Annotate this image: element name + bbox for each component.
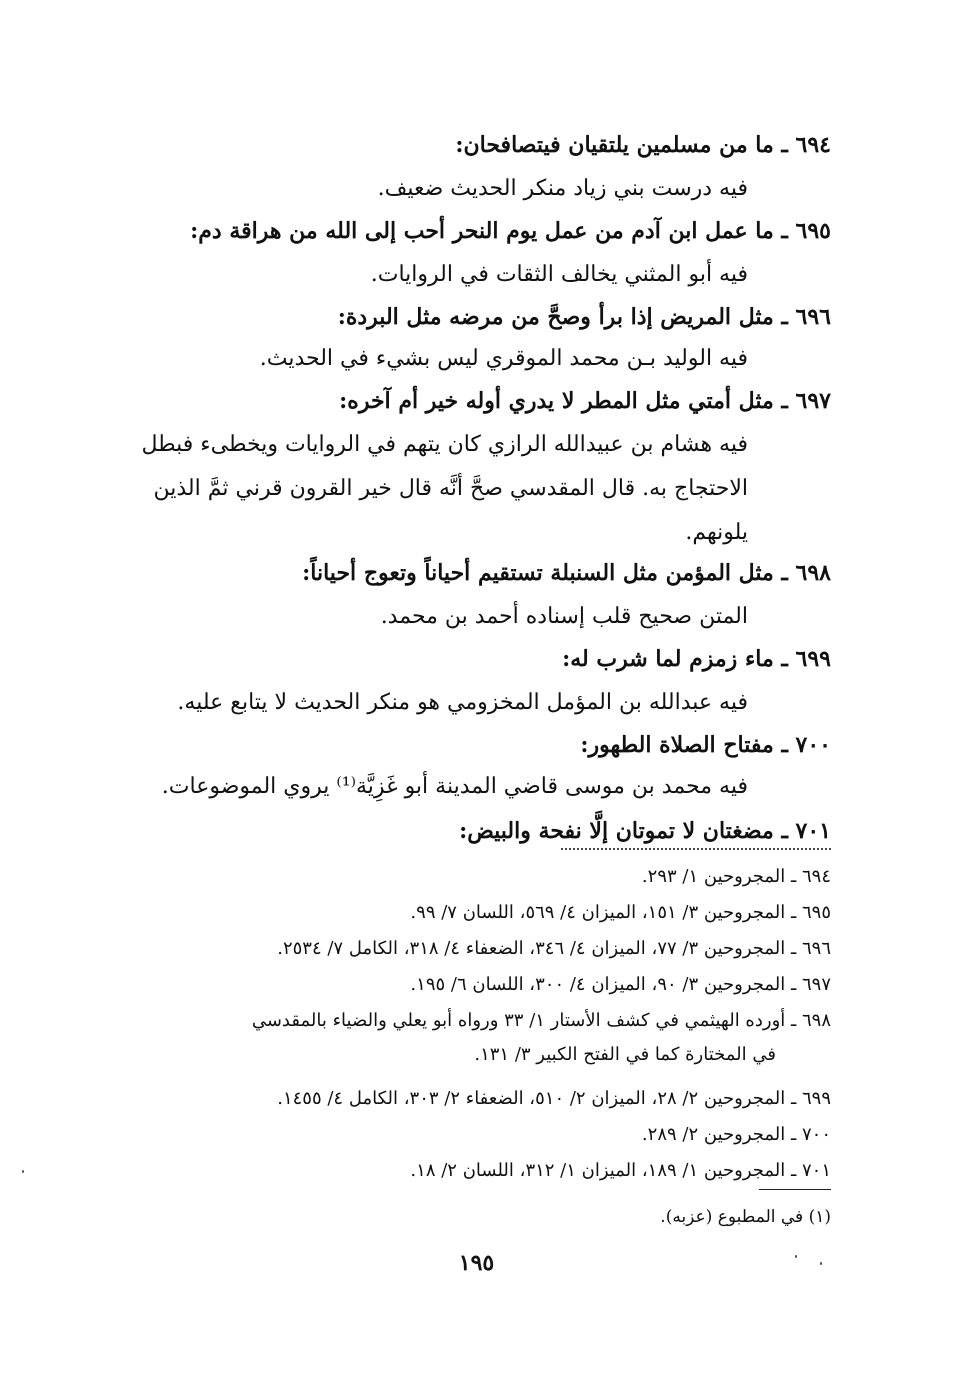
entry-title-699: ٦٩٩ ـ ماء زمزم لما شرب له: bbox=[562, 646, 831, 672]
entry-title-694: ٦٩٤ ـ ما من مسلمين يلتقيان فيتصافحان: bbox=[455, 132, 831, 158]
entry-body-697-line-1: فيه هشام بن عبيدالله الرازي كان يتهم في الروايات ويخطىء فبطل bbox=[141, 432, 748, 457]
source-note-700: ٧٠٠ ـ المجروحين ٢/ ٢٨٩. bbox=[641, 1124, 831, 1145]
source-note-694: ٦٩٤ ـ المجروحين ١/ ٢٩٣. bbox=[641, 866, 831, 887]
source-note-697: ٦٩٧ ـ المجروحين ٣/ ٩٠، الميزان ٤/ ٣٠٠، اللسان ٦/ ١٩٥. bbox=[410, 974, 831, 995]
footnote: (١) في المطبوع (عزبه). bbox=[660, 1207, 831, 1227]
entry-body-695: فيه أبو المثني يخالف الثقات في الروايات. bbox=[370, 262, 748, 287]
footnote-rule bbox=[759, 1189, 831, 1190]
entry-body-694: فيه درست بني زياد منكر الحديث ضعيف. bbox=[377, 176, 748, 201]
entry-body-697-line-3: يلونهم. bbox=[685, 520, 748, 545]
scan-speck bbox=[22, 1170, 24, 1173]
page-number: ١٩٥ bbox=[458, 1250, 495, 1276]
entry-body-697-line-2: الاحتجاج به. قال المقدسي صحَّ أنَّه قال خير القرون قرني ثمَّ الذين bbox=[153, 476, 748, 501]
source-note-699: ٦٩٩ ـ المجروحين ٢/ ٢٨، الميزان ٢/ ٥١٠، الضعفاء ٢/ ٣٠٣، الكامل ٤/ ١٤٥٥. bbox=[277, 1088, 831, 1109]
entry-body-699: فيه عبدالله بن المؤمل المخزومي هو منكر الحديث لا يتابع عليه. bbox=[177, 690, 748, 715]
entry-title-696: ٦٩٦ ـ مثل المريض إذا برأ وصحَّ من مرضه مثل البردة: bbox=[337, 304, 831, 330]
entry-body-696: فيه الوليد بـن محمد الموقري ليس بشيء في الحديث. bbox=[259, 346, 748, 371]
source-note-698-line-1: ٦٩٨ ـ أورده الهيثمي في كشف الأستار ١/ ٣٣ ورواه أبو يعلي والضياء بالمقدسي bbox=[251, 1010, 831, 1031]
source-note-698-line-2: في المختارة كما في الفتح الكبير ٣/ ١٣١. bbox=[474, 1044, 776, 1065]
entry-title-700: ٧٠٠ ـ مفتاح الصلاة الطهور: bbox=[580, 732, 831, 758]
entry-title-695: ٦٩٥ ـ ما عمل ابن آدم من عمل يوم النحر أحب إلى الله من هراقة دم: bbox=[190, 218, 831, 244]
source-note-701: ٧٠١ ـ المجروحين ١/ ١٨٩، الميزان ١/ ٣١٢، اللسان ٢/ ١٨. bbox=[410, 1160, 831, 1181]
entry-body-698: المتن صحيح قلب إسناده أحمد بن محمد. bbox=[380, 604, 748, 629]
entry-title-698: ٦٩٨ ـ مثل المؤمن مثل السنبلة تستقيم أحياناً وتعوج أحياناً: bbox=[302, 560, 831, 586]
entry-title-701: ٧٠١ ـ مضغتان لا تموتان إلَّا نفحة والبيض: bbox=[459, 818, 831, 844]
entry-body-700: فيه محمد بن موسى قاضي المدينة أبو غَزِيَّة⁽¹⁾ يروي الموضوعات. bbox=[161, 774, 748, 799]
notes-separator bbox=[561, 848, 831, 850]
entry-title-697: ٦٩٧ ـ مثل أمتي مثل المطر لا يدري أوله خير أم آخره: bbox=[339, 388, 831, 414]
source-note-695: ٦٩٥ ـ المجروحين ٣/ ١٥١، الميزان ٤/ ٥٦٩، اللسان ٧/ ٩٩. bbox=[410, 902, 831, 923]
scan-speck bbox=[820, 1262, 822, 1265]
scan-speck bbox=[795, 1255, 797, 1258]
source-note-696: ٦٩٦ ـ المجروحين ٣/ ٧٧، الميزان ٤/ ٣٤٦، الضعفاء ٤/ ٣١٨، الكامل ٧/ ٢٥٣٤. bbox=[277, 938, 831, 959]
